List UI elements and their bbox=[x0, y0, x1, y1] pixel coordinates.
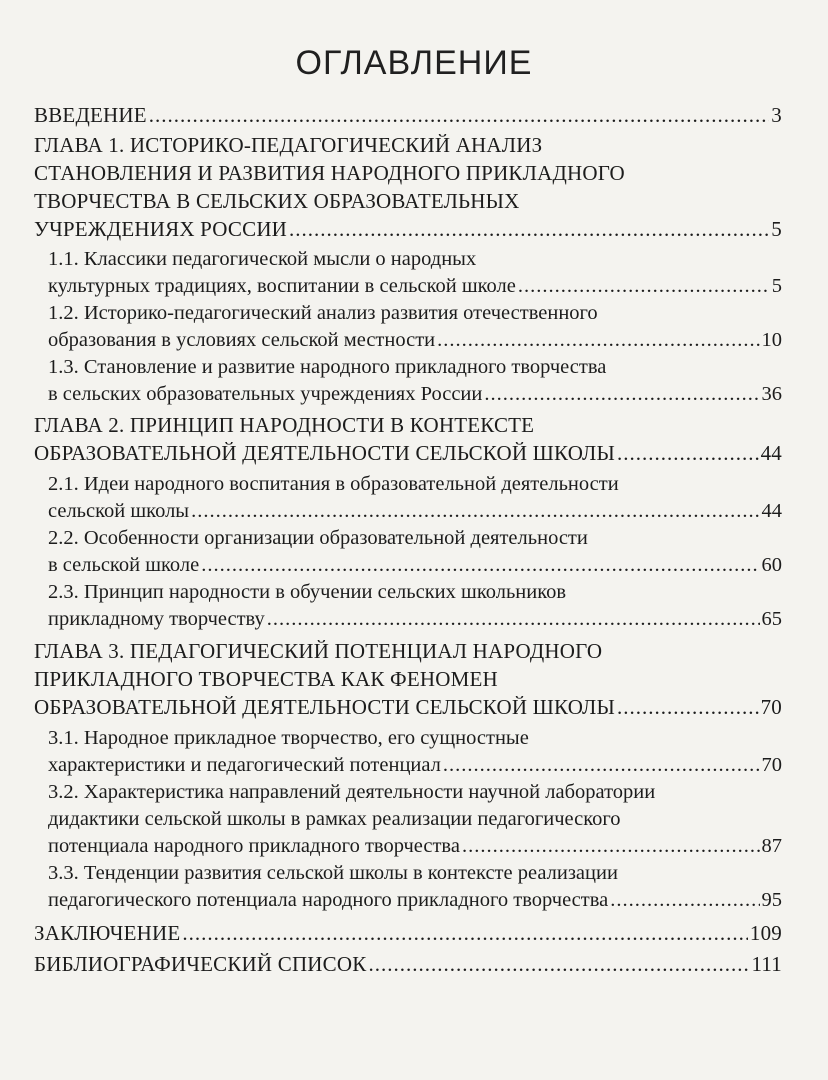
toc-section-entry bbox=[34, 246, 782, 300]
toc-page-number: 3 bbox=[771, 103, 782, 127]
toc-entry-text: ТВОРЧЕСТВА В СЕЛЬСКИХ ОБРАЗОВАТЕЛЬНЫХ bbox=[34, 189, 520, 213]
dot-leader bbox=[201, 552, 759, 579]
toc-entry-text: 1.1. Классики педагогической мысли о народных bbox=[48, 248, 477, 270]
toc-entry-text: ВВЕДЕНИЕ bbox=[34, 103, 147, 127]
toc-chapter-entry bbox=[34, 950, 782, 978]
dot-leader bbox=[462, 833, 760, 860]
toc-entry-text: БИБЛИОГРАФИЧЕСКИЙ СПИСОК bbox=[34, 952, 367, 976]
toc-entry-text: образования в условиях сельской местности bbox=[48, 329, 436, 351]
toc-entry-text: ГЛАВА 1. ИСТОРИКО-ПЕДАГОГИЧЕСКИЙ АНАЛИЗ bbox=[34, 133, 543, 157]
toc-entry-text: 1.2. Историко-педагогический анализ развития отечественного bbox=[48, 302, 598, 324]
table-of-contents bbox=[34, 101, 782, 978]
toc-entry-row bbox=[48, 887, 782, 914]
dot-leader bbox=[617, 439, 759, 467]
toc-entry-text: сельской школы bbox=[48, 500, 190, 522]
dot-leader bbox=[267, 606, 760, 633]
dot-leader bbox=[484, 381, 759, 408]
toc-entry-row bbox=[48, 273, 782, 300]
toc-section-entry bbox=[34, 354, 782, 408]
toc-page-number: 65 bbox=[761, 608, 782, 630]
toc-entry-text: 2.3. Принцип народности в обучении сельских школьников bbox=[48, 581, 567, 603]
dot-leader bbox=[289, 215, 769, 243]
toc-section-entry bbox=[34, 525, 782, 579]
toc-chapter-entry bbox=[34, 919, 782, 947]
toc-page-number: 5 bbox=[771, 217, 782, 241]
toc-chapter-entry bbox=[34, 131, 782, 243]
toc-entry-row bbox=[34, 950, 782, 978]
toc-entry-row bbox=[48, 381, 782, 408]
toc-entry-text: характеристики и педагогический потенциал bbox=[48, 754, 441, 776]
dot-leader bbox=[182, 919, 748, 947]
toc-entry-text: культурных традициях, воспитании в сельской школе bbox=[48, 275, 516, 297]
toc-entry-text: ОБРАЗОВАТЕЛЬНОЙ ДЕЯТЕЛЬНОСТИ СЕЛЬСКОЙ ШКОЛЫ bbox=[34, 695, 616, 719]
toc-entry-text: 2.2. Особенности организации образовательной деятельности bbox=[48, 527, 588, 549]
toc-entry-row bbox=[34, 215, 782, 243]
toc-page-number: 70 bbox=[760, 695, 782, 719]
toc-entry-text: педагогического потенциала народного прикладного творчества bbox=[48, 889, 609, 911]
dot-leader bbox=[443, 752, 760, 779]
toc-section-entry bbox=[34, 300, 782, 354]
toc-entry-row bbox=[34, 439, 782, 467]
dot-leader bbox=[191, 498, 759, 525]
toc-entry-text: потенциала народного прикладного творчества bbox=[48, 835, 460, 857]
toc-entry-row bbox=[48, 606, 782, 633]
toc-page-number: 10 bbox=[761, 329, 782, 351]
toc-entry-text: прикладному творчеству bbox=[48, 608, 265, 630]
toc-page-number: 44 bbox=[760, 441, 782, 465]
toc-entry-row bbox=[34, 101, 782, 129]
toc-section-entry bbox=[34, 471, 782, 525]
toc-entry-text: ЗАКЛЮЧЕНИЕ bbox=[34, 921, 181, 945]
dot-leader bbox=[437, 327, 759, 354]
toc-page-number: 36 bbox=[761, 383, 782, 405]
toc-entry-row bbox=[48, 552, 782, 579]
toc-section-entry bbox=[34, 725, 782, 779]
toc-page-number: 111 bbox=[751, 952, 782, 976]
toc-entry-text: 3.3. Тенденции развития сельской школы в контексте реализации bbox=[48, 862, 618, 884]
toc-entry-row bbox=[48, 833, 782, 860]
toc-entry-text: 3.1. Народное прикладное творчество, его сущностные bbox=[48, 727, 529, 749]
toc-entry-text: в сельской школе bbox=[48, 554, 200, 576]
toc-entry-text: ГЛАВА 2. ПРИНЦИП НАРОДНОСТИ В КОНТЕКСТЕ bbox=[34, 413, 535, 437]
dot-leader bbox=[617, 693, 759, 721]
toc-page-number: 44 bbox=[761, 500, 782, 522]
toc-page-number: 109 bbox=[749, 921, 782, 945]
toc-entry-text: 2.1. Идеи народного воспитания в образовательной деятельности bbox=[48, 473, 619, 495]
toc-page-number: 60 bbox=[761, 554, 782, 576]
toc-page-number: 95 bbox=[761, 889, 782, 911]
toc-chapter-entry bbox=[34, 637, 782, 721]
toc-entry-text: ГЛАВА 3. ПЕДАГОГИЧЕСКИЙ ПОТЕНЦИАЛ НАРОДНОГО bbox=[34, 639, 603, 663]
toc-entry-text: в сельских образовательных учреждениях России bbox=[48, 383, 483, 405]
toc-entry-row bbox=[48, 327, 782, 354]
toc-section-entry bbox=[34, 579, 782, 633]
toc-chapter-entry bbox=[34, 101, 782, 129]
toc-page-number: 5 bbox=[771, 275, 782, 297]
toc-entry-row bbox=[48, 752, 782, 779]
dot-leader bbox=[610, 887, 759, 914]
toc-entry-text: ПРИКЛАДНОГО ТВОРЧЕСТВА КАК ФЕНОМЕН bbox=[34, 667, 498, 691]
toc-page-number: 70 bbox=[761, 754, 782, 776]
toc-entry-row bbox=[34, 693, 782, 721]
page-title: ОГЛАВЛЕНИЕ bbox=[295, 44, 533, 82]
dot-leader bbox=[518, 273, 770, 300]
dot-leader bbox=[368, 950, 749, 978]
dot-leader bbox=[149, 101, 770, 129]
toc-entry-row bbox=[34, 919, 782, 947]
toc-page-number: 87 bbox=[761, 835, 782, 857]
toc-section-entry bbox=[34, 779, 782, 860]
toc-entry-row bbox=[48, 498, 782, 525]
toc-entry-text: ОБРАЗОВАТЕЛЬНОЙ ДЕЯТЕЛЬНОСТИ СЕЛЬСКОЙ ШКОЛЫ bbox=[34, 441, 616, 465]
toc-entry-text: 3.2. Характеристика направлений деятельности научной лаборатории bbox=[48, 781, 656, 803]
toc-chapter-entry bbox=[34, 411, 782, 467]
toc-entry-text: 1.3. Становление и развитие народного прикладного творчества bbox=[48, 356, 607, 378]
toc-section-entry bbox=[34, 860, 782, 914]
toc-entry-text: СТАНОВЛЕНИЯ И РАЗВИТИЯ НАРОДНОГО ПРИКЛАДНОГО bbox=[34, 161, 625, 185]
toc-entry-text: дидактики сельской школы в рамках реализации педагогического bbox=[48, 808, 621, 830]
toc-entry-text: УЧРЕЖДЕНИЯХ РОССИИ bbox=[34, 217, 288, 241]
